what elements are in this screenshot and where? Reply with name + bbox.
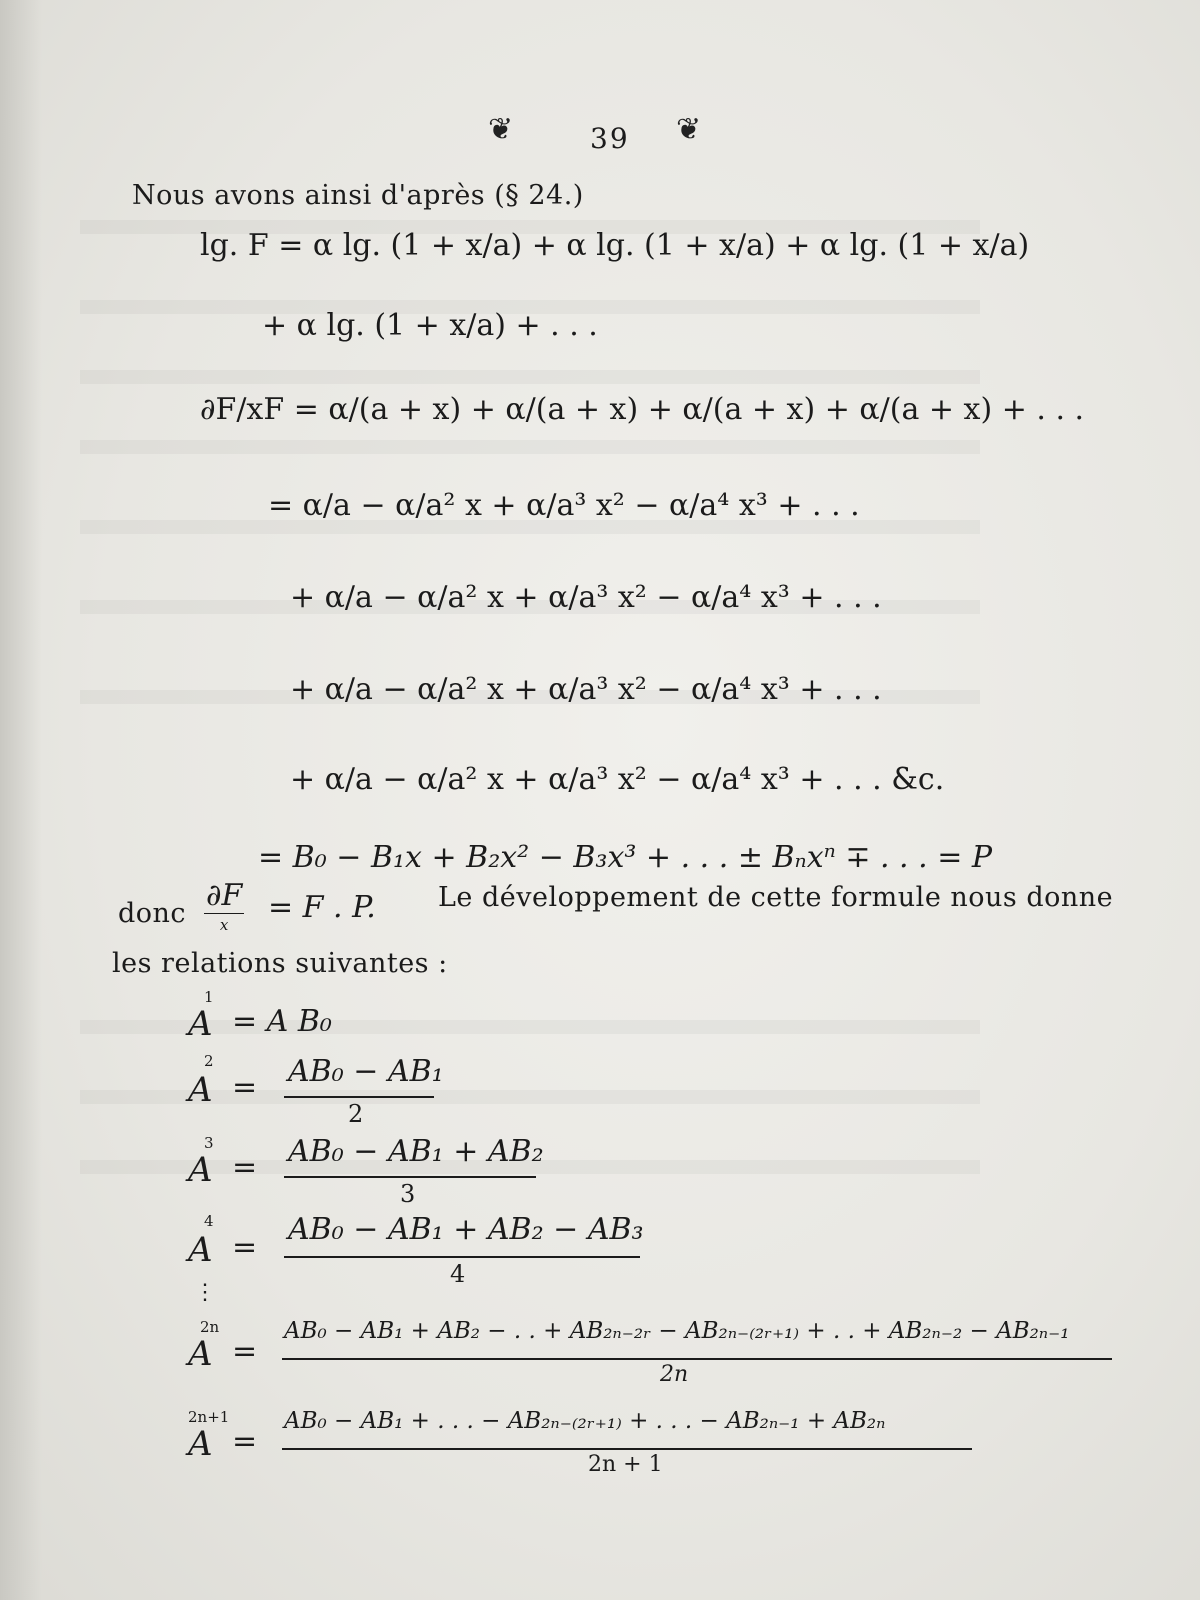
series-row-2: + α/a − α/a² x + α/a³ x² − α/a⁴ x³ + . . .	[290, 580, 882, 615]
relation-4-eq: =	[232, 1230, 258, 1265]
relation-1-lhs: A	[188, 1004, 213, 1044]
relation-2n-lhs: A	[188, 1334, 213, 1374]
relation-2-lhs: A	[188, 1070, 213, 1110]
relation-2n1-denominator: 2n + 1	[588, 1452, 663, 1477]
relation-1-rhs: = A B₀	[232, 1004, 332, 1039]
relation-3-numerator: AB₀ − AB₁ + AB₂	[288, 1134, 544, 1169]
relation-3-index: 3	[204, 1134, 214, 1152]
series-row-4: + α/a − α/a² x + α/a³ x² − α/a⁴ x³ + . . . &c.	[290, 762, 945, 797]
relation-2n1-index: 2n+1	[188, 1408, 230, 1426]
relation-2n-numerator: AB₀ − AB₁ + AB₂ − . . + AB₂ₙ₋₂ᵣ − AB₂ₙ₋₍₂ᵣ₊₁₎ + . . + AB₂ₙ₋₂ − AB₂ₙ₋₁	[284, 1318, 1070, 1344]
donc-word: donc	[118, 898, 187, 929]
relation-3-denominator: 3	[400, 1180, 416, 1208]
relation-2n1-lhs: A	[188, 1424, 213, 1464]
series-row-3: + α/a − α/a² x + α/a³ x² − α/a⁴ x³ + . . .	[290, 672, 882, 707]
log-expansion-line-1: lg. F = α lg. (1 + x/a) + α lg. (1 + x/a) + α lg. (1 + x/a)	[200, 228, 1030, 263]
series-result: = B₀ − B₁x + B₂x² − B₃x³ + . . . ± Bₙxⁿ ∓ . . . = P	[258, 840, 993, 875]
ornament-left-icon: ❦	[488, 112, 514, 147]
series-row-1: = α/a − α/a² x + α/a³ x² − α/a⁴ x³ + . . .	[268, 488, 860, 523]
relation-3-eq: =	[232, 1150, 258, 1185]
page-number: 39	[590, 122, 630, 155]
relation-1-index: 1	[204, 988, 214, 1006]
page-gutter-shadow	[0, 0, 42, 1600]
relation-2-bar	[284, 1096, 434, 1098]
ornament-right-icon: ❦	[676, 112, 702, 147]
relation-2n-denominator: 2n	[660, 1362, 689, 1387]
relation-4-bar	[284, 1256, 640, 1258]
donc-formula: = F . P.	[268, 890, 376, 925]
log-expansion-line-2: + α lg. (1 + x/a) + . . .	[262, 308, 598, 343]
relation-2n-bar	[282, 1358, 1112, 1360]
relation-2-denominator: 2	[348, 1100, 364, 1128]
relation-4-denominator: 4	[450, 1260, 466, 1288]
relation-4-lhs: A	[188, 1230, 213, 1270]
relation-4-index: 4	[204, 1212, 214, 1230]
donc-text: Le développement de cette formule nous donne	[438, 882, 1114, 913]
relation-2n1-bar	[282, 1448, 972, 1450]
relation-2-numerator: AB₀ − AB₁	[288, 1054, 444, 1089]
relation-2n-eq: =	[232, 1334, 258, 1369]
derivative-line: ∂F/xF = α/(a + x) + α/(a + x) + α/(a + x) + α/(a + x) + . . .	[200, 392, 1085, 427]
intro-text: Nous avons ainsi d'après (§ 24.)	[132, 180, 584, 211]
relation-3-lhs: A	[188, 1150, 213, 1190]
relation-2-eq: =	[232, 1070, 258, 1105]
relation-3-bar	[284, 1176, 536, 1178]
relation-2n1-numerator: AB₀ − AB₁ + . . . − AB₂ₙ₋₍₂ᵣ₊₁₎ + . . . − AB₂ₙ₋₁ + AB₂ₙ	[284, 1408, 886, 1434]
vertical-ellipsis: ⋮	[194, 1280, 216, 1305]
donc-fraction: $\frac{\partial F}{x}$	[206, 878, 243, 934]
relation-4-numerator: AB₀ − AB₁ + AB₂ − AB₃	[288, 1212, 644, 1247]
relation-2n-index: 2n	[200, 1318, 220, 1336]
relation-2-index: 2	[204, 1052, 214, 1070]
relations-text: les relations suivantes :	[112, 948, 448, 979]
relation-2n1-eq: =	[232, 1424, 258, 1459]
